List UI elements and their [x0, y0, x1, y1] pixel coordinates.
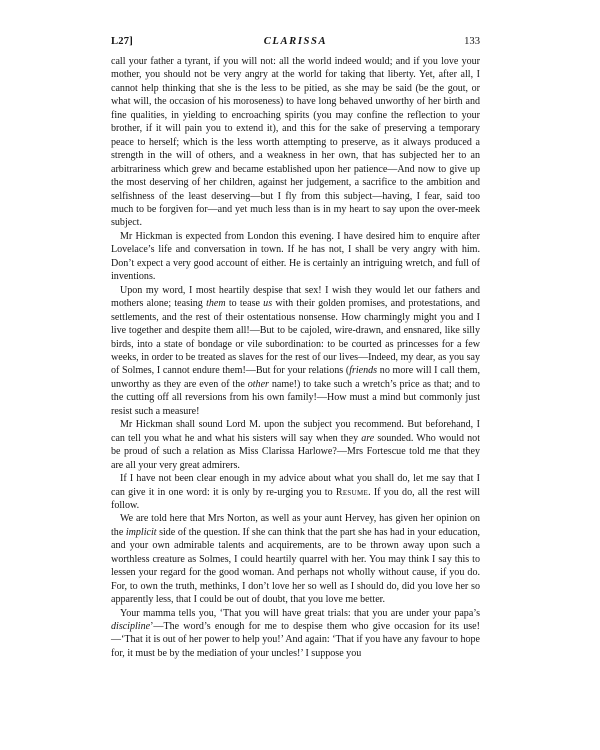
italic-run: us: [263, 298, 273, 310]
letter-number: L27]: [111, 36, 133, 47]
italic-run: them: [206, 298, 226, 310]
paragraph: [111, 55, 480, 230]
text-run: no more will I call them, unworthy as they are even of the: [111, 365, 480, 390]
text-run: We are told here that Mrs Norton, as well as your aunt Hervey, has given her opinion on the: [111, 513, 480, 538]
text-run: with their golden promises, and protestations, and settlements, and the rest of their ostentatious nonsense. How charmingly might you and I live together and despite them all!—But to be cajoled, wire-drawn, and ensnared, like silly birds, into a state of bondage or vile subordination: to be courted as princesses for a few weeks, in order to be treated as slaves for the rest of our lives—Indeed, my dear, as you say of Solmes, I cannot endure them!—But for your relations (: [111, 298, 480, 377]
text-run: . If you do, all the rest will follow.: [111, 486, 480, 511]
book-title: CLARISSA: [263, 36, 328, 47]
italic-run: discipline: [111, 621, 151, 633]
paragraph: [111, 418, 480, 472]
paragraph: [111, 512, 480, 606]
italic-run: friends: [349, 365, 378, 377]
running-header: [111, 36, 480, 52]
text-run: If I have not been clear enough in my advice about what you shall do, let me say that I can give it in one word: it is only by re-urging you to: [111, 473, 480, 498]
paragraph: [111, 607, 480, 661]
text-run: Mr Hickman is expected from London this evening. I have desired him to enquire after Lovelace’s life and conversation in town. If he has not, I shall be very angry with him. Don’t expect a very good account of either. He is certainly an intriguing wretch, and full of inventions.: [111, 230, 480, 283]
text-run: ’—The word’s enough for me to despise them who give occasion for its use!—‘That it is out of her power to help you!’ And again: ‘That if you have any favour to hope for, it must be by the mediation of your uncles!’ I suppose you: [111, 621, 480, 659]
text-run: sounded. Who would not be proud of such a relation as Miss Clarissa Harlowe?—Mrs Fortescue told me that they are all your very great admirers.: [111, 432, 480, 471]
text-run: side of the question. If she can think that the part she has had in your education, and your own admirable talents and acquirements, are to be thrown away upon such a worthless creature as Solmes, I could heartily quarrel with her. You may think I say this to lessen your regard for the good woman. And perhaps not wholly without cause, if you do. For, to own the truth, methinks, I don’t love her so well as I should do, did you love her so apparently less, that I could be out of doubt, that you love me better.: [111, 526, 480, 606]
paragraph: [111, 230, 480, 284]
text-run: Your mamma tells you, ‘That you will have great trials: that you are under your papa’s: [120, 607, 480, 619]
text-run: to tease: [225, 298, 264, 310]
body-text: [111, 55, 480, 660]
text-run: Mr Hickman shall sound Lord M. upon the subject you recommend. But beforehand, I can tell you what he and what his sisters will say when they: [111, 419, 480, 444]
text-run: Upon my word, I most heartily despise that sex! I wish they would let our fathers and mothers alone; teasing: [111, 284, 480, 310]
italic-run: implicit: [125, 526, 157, 538]
paragraph: [111, 472, 480, 512]
page-number: 133: [464, 36, 480, 47]
italic-run: are: [361, 432, 375, 444]
text-run: call your father a tyrant, if you will not: all the world indeed would; and if you love your mother, you should not be very angry at the world for taking that liberty. Yet, after all, I cannot help thinking that she is the less to be pitied, as she may be said (be the gout, or what will, the occasion of his moroseness) to have long behaved unworthy of her birth and fine qualities, in yielding to encroaching spirits (you may confine the reflection to your brother, if it will pain you to extend it), and this for the sake of preserving a temporary peace to herself; which is the less worth attempting to preserve, as it always produced a strength in the will of others, and a weakness in her own, that has subjected her to an arbitrariness which grew and became established upon her patience—And now to give up the most deserving of her children, against her judgement, a sacrifice to the ambition and selfishness of the least deserving—but I fly from this subject—having, I fear, said too much to be forgiven for—and yet much less than is in my heart to say upon the over-meek subject.: [111, 56, 480, 229]
text-run: name!) to take such a wretch’s price as that; and to the cutting off all reversions from his own family!—How must a mind but commonly just resist such a measure!: [111, 378, 480, 417]
small-caps-run: Resume: [335, 486, 369, 498]
paragraph: [111, 284, 480, 419]
italic-run: other: [247, 378, 269, 390]
